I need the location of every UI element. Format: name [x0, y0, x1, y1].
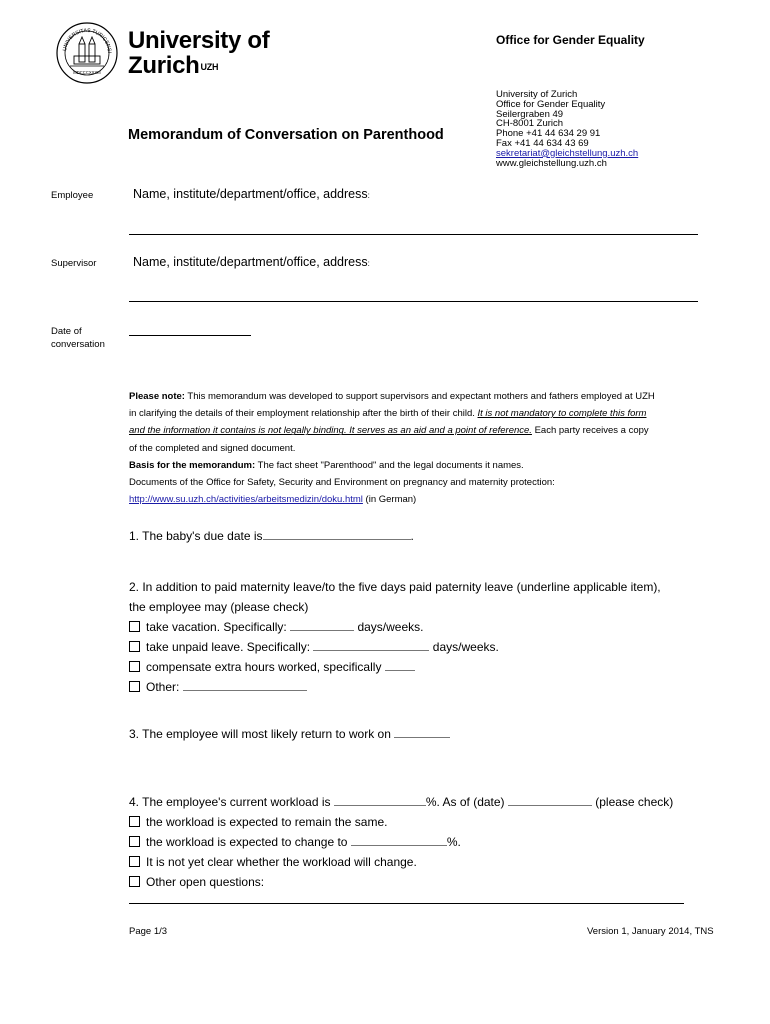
as-of-date-field[interactable]: [508, 793, 592, 806]
docs-link[interactable]: http://www.su.uzh.ch/activities/arbeitsmedizin/doku.html: [129, 494, 363, 506]
supervisor-prompt: Name, institute/department/office, address:: [133, 255, 370, 269]
vacation-days-field[interactable]: [290, 618, 354, 631]
office-address: [496, 90, 638, 168]
wordmark-line2: Zurich$^{UZH}$: [128, 52, 219, 79]
unpaid-leave-days-field[interactable]: [313, 638, 429, 651]
current-workload-field[interactable]: [334, 793, 426, 806]
page-number: Page 1/3: [129, 926, 168, 937]
question-3: 3. The employee will most likely return to work on: [129, 724, 450, 744]
workload-change-checkbox[interactable]: [129, 836, 140, 847]
supervisor-input-line[interactable]: [129, 301, 698, 302]
address-phone: Phone +41 44 634 29 91: [496, 128, 601, 140]
new-workload-field[interactable]: [351, 833, 447, 846]
version-info: Version 1, January 2014, TNS: [587, 926, 714, 937]
date-input-line[interactable]: [129, 335, 251, 336]
workload-same-checkbox[interactable]: [129, 816, 140, 827]
extra-hours-checkbox[interactable]: [129, 661, 140, 672]
open-questions-checkbox[interactable]: [129, 876, 140, 887]
address-line: CH-8001 Zurich: [496, 118, 564, 130]
unpaid-leave-checkbox[interactable]: [129, 641, 140, 652]
due-date-field[interactable]: [263, 527, 411, 540]
supervisor-label: Supervisor: [51, 258, 97, 269]
email-link[interactable]: sekretariat@gleichstellung.uzh.ch: [496, 147, 639, 159]
svg-text:MDCCCXXXIII: MDCCCXXXIII: [73, 70, 101, 75]
please-note-block: Please note: This memorandum was developed to support supervisors and expectant mothers and fathers employed at UZH in clarifying the details of their employment relationship after the birth of their child. It is not mandatory to complete this form and the information it contains is not legally binding. It serves as an aid and a point of reference. Each party receives a copy of the completed and signed document. Basis for the memorandum: The fact sheet "Parenthood" and the legal documents it names. Documents of the Office for Safety, Security and Environment on pregnancy and maternity protection: http://www.su.uzh.ch/activities/arbeitsmedizin/doku.html (in German): [129, 391, 655, 506]
employee-label: Employee: [51, 190, 94, 201]
return-date-field[interactable]: [394, 725, 450, 738]
wordmark-line1: University of: [128, 27, 270, 54]
office-title: Office for Gender Equality: [496, 33, 645, 47]
employee-prompt: Name, institute/department/office, address:: [133, 187, 370, 201]
address-line: Office for Gender Equality: [496, 98, 606, 110]
website-text: www.gleichstellung.uzh.ch: [496, 157, 607, 169]
university-seal-logo: [56, 22, 118, 84]
address-line: Seilergraben 49: [496, 108, 564, 120]
workload-unclear-checkbox[interactable]: [129, 856, 140, 867]
open-questions-input-line[interactable]: [129, 903, 684, 904]
question-1: 1. The baby's due date is .: [129, 529, 414, 543]
date-label: Date of conversation: [51, 326, 105, 350]
question-2: 2. In addition to paid maternity leave/to the five days paid paternity leave (underline applicable item), the employee may (please check) take vacation. Specifically: days/weeks. take unpaid leave. Specifically: days/weeks. compensate extra hours worked, specifically Other:: [129, 580, 661, 694]
svg-text:UNIVERSITAS TURICENSIS: UNIVERSITAS TURICENSI: [62, 27, 113, 54]
extra-hours-field[interactable]: [385, 658, 415, 671]
address-line: University of Zurich: [496, 89, 578, 100]
employee-input-line[interactable]: [129, 234, 698, 235]
address-fax: Fax +41 44 634 43 69: [496, 137, 589, 149]
question-4: 4. The employee's current workload is %. As of (date) (please check) the workload is expected to remain the same. the workload is expected to change to %. It is not yet clear whether the workload will change. Other open questions:: [129, 795, 674, 889]
document-title: Memorandum of Conversation on Parenthood: [128, 127, 444, 143]
other-field[interactable]: [183, 678, 307, 691]
other-checkbox[interactable]: [129, 681, 140, 692]
vacation-checkbox[interactable]: [129, 621, 140, 632]
uzh-superscript: UZH: [200, 62, 219, 72]
university-wordmark: [128, 28, 269, 78]
